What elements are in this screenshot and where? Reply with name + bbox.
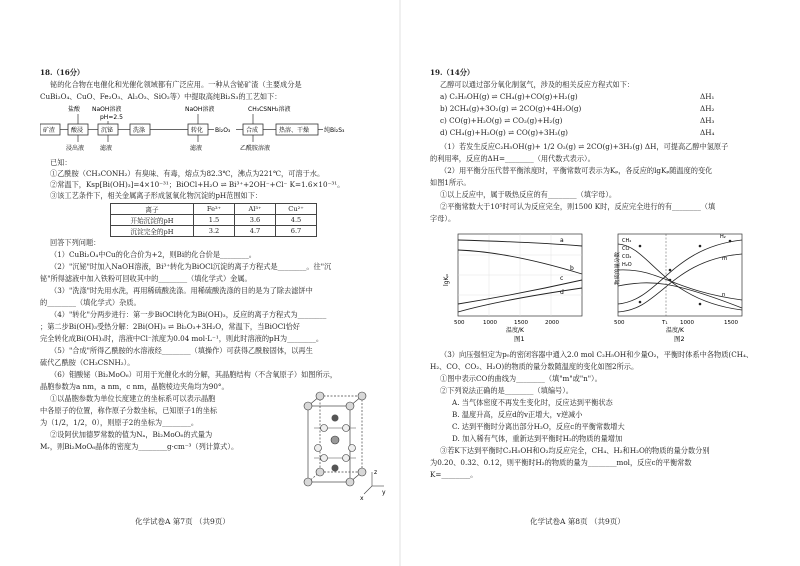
- q18-number: 18.（16分）: [40, 68, 85, 77]
- q19-part3g: K=________。: [430, 470, 478, 479]
- fig1-grid: [458, 234, 582, 316]
- ph-table-cell: 6.7: [276, 226, 317, 237]
- fig2-legend-h2: H₂: [720, 234, 726, 240]
- q18-part4b: ；第二步Bi(OH)₃受热分解：2Bi(OH)₃ ⇌ Bi₂O₃+3H₂O，常温下，当BiOCl恰好: [40, 322, 300, 331]
- fig2-xlabel: 温度/K: [666, 327, 684, 334]
- known-lead: 已知：: [50, 158, 72, 167]
- reaction-b-dh: ΔH₂: [700, 104, 715, 113]
- fig1-ylabel: lgKₚ: [443, 274, 450, 286]
- flow-box-wash-text: 洗涤: [133, 127, 146, 134]
- q19-part1b: 的利用率，反应的ΔH=________（用代数式表示）。: [430, 154, 595, 163]
- fig1-label-b: b: [570, 265, 574, 272]
- figure-1-lgkp-chart: [440, 230, 590, 342]
- q19-part3d: ②下列说法正确的是________（填编号）。: [440, 386, 573, 395]
- flow-box-convert-text: 转化: [191, 127, 204, 134]
- ph-table-header-cell: Al³⁺: [235, 204, 276, 215]
- ph-table-cell: 4.7: [235, 226, 276, 237]
- q19-part3a: （3）向压强恒定为p₀的密闭容器中通入2.0 mol C₂H₅OH和少量O₂，平衡时体系中各物质(CH₄、: [440, 350, 754, 359]
- fig2-legend-co: CO: [622, 246, 630, 252]
- fig1-label-d: d: [560, 289, 564, 296]
- answer-lead: 回答下列问题：: [50, 238, 101, 247]
- ph-table-cell: 沉淀完全的pH: [111, 226, 194, 237]
- q19-part1a: （1）若发生反应C₂H₅OH(g)+ 1/2 O₂(g) ⇌ 2CO(g)+3H₂(g) ΔH，可提高乙醇中氢原子: [440, 142, 729, 151]
- flow-label-hcl: 盐酸: [68, 106, 81, 113]
- ph-table-header-cell: Cu²⁺: [276, 204, 317, 215]
- q18-part1: （1）CuBi₂O₄中Cu的化合价为+2，则Bi的化合价是________。: [50, 250, 256, 259]
- axis-x: x: [360, 495, 364, 502]
- reaction-c-dh: ΔH₃: [700, 116, 715, 125]
- page-7-footer: 化学试卷A 第7页 （共9页）: [135, 517, 230, 526]
- q18-part3a: （3）"洗涤"时先用水洗，再用稀硫酸洗涤。用稀硫酸洗涤的目的是为了除去滤饼中: [50, 286, 313, 295]
- flow-box-ore-text: 矿渣: [43, 127, 56, 134]
- flow-label-filtrate-2: 滤液: [190, 145, 203, 152]
- fig2-curves: [618, 240, 742, 312]
- fig2-xtick: T₁: [662, 320, 668, 326]
- q18-intro-2: CuBi₂O₄、CuO、Fe₂O₃、Al₂O₃、SiO₂等）中提取高纯Bi₂S₃的工艺如下：: [40, 92, 282, 101]
- q19-option-b: B. 温度升高，反应d的v正增大，v逆减小: [452, 410, 583, 419]
- q19-intro: 乙醇可以通过部分氧化制氢气，涉及的相关反应方程式如下：: [440, 80, 635, 89]
- reaction-a-dh: ΔH₁: [700, 92, 715, 101]
- ph-table-cell: 1.5: [194, 215, 235, 226]
- flow-box-precipitate-text: 沉铋: [101, 127, 114, 134]
- fig2-ylabel: 物质的量分数: [615, 251, 621, 285]
- q18-part6g: Mᵣ，则Bi₂MoO₆晶体的密度为________g·cm⁻³（列计算式）。: [40, 442, 239, 451]
- q18-part6b: 晶胞参数为a nm，a nm，c nm，晶胞棱边夹角均为90°。: [40, 382, 229, 391]
- crystal-cell-diagram: [288, 388, 388, 506]
- flow-label-naoh-1: NaOH溶液: [92, 106, 122, 113]
- q18-part6d: 中各原子的位置，称作原子分数坐标，已知原子1的坐标: [40, 406, 218, 415]
- page-8-footer: 化学试卷A 第8页 （共9页）: [530, 517, 625, 526]
- fig1-xtick: 500: [454, 320, 465, 326]
- q19-part2e: 字母）。: [430, 214, 456, 223]
- ph-table-cell: 开始沉淀的pH: [111, 215, 194, 226]
- flow-box-synthesis-text: 合成: [246, 127, 259, 134]
- fig2-legend-co2: CO₂: [622, 254, 632, 260]
- ph-table-header-cell: Fe³⁺: [194, 204, 235, 215]
- q19-part3e: ③若K下达到平衡时C₂H₅OH和O₂均反应完全，CH₄、H₂和H₂O的物质的量分数分别: [440, 446, 710, 455]
- flow-product-text: 纯Bi₂S₃: [324, 127, 345, 134]
- q18-intro-1: 铋的化合物在电催化和光催化领域都有广泛应用。一种从含铋矿渣（主要成分是: [50, 80, 302, 89]
- fig2-xtick: 1500: [724, 320, 738, 326]
- q18-part5b: 硫代乙酰胺（CH₃CSNH₂）。: [40, 358, 135, 367]
- q18-part6f: ②设阿伏加德罗常数的值为Nₐ，Bi₂MoO₆的式量为: [50, 430, 213, 439]
- q19-option-c: C. 达到平衡时分离出部分H₂O，反应c的平衡常数增大: [452, 422, 625, 431]
- ph-table-cell: 3.2: [194, 226, 235, 237]
- reaction-d-dh: ΔH₄: [700, 128, 715, 137]
- flow-bi2o3-text: Bi₂O₃: [215, 127, 231, 134]
- known-2: ②常温下，Ksp[Bi(OH)₃]=4×10⁻³¹；BiOCl+H₂O ⇌ Bi³⁺+2OH⁻+Cl⁻ K=1.6×10⁻³¹。: [50, 180, 345, 189]
- q18-part5a: （5）"合成"所得乙酰胺的水溶液经________（填操作）可获得乙酰胺固体，以再生: [50, 346, 313, 355]
- fig2-marker-m: m: [722, 256, 728, 262]
- fig1-label-a: a: [560, 237, 564, 244]
- q18-part4c: 完全转化成Bi(OH)₃时，溶液中Cl⁻浓度为0.04 mol·L⁻¹，则此时溶液的pH为________。: [40, 334, 324, 343]
- q19-option-a: A. 当气体密度不再发生变化时，反应达到平衡状态: [452, 398, 613, 407]
- fig2-xtick: 500: [614, 320, 625, 326]
- fig2-frame: [618, 234, 742, 316]
- flow-label-filtrate-1: 滤液: [100, 145, 113, 152]
- flow-label-naoh-2: NaOH溶液: [185, 106, 215, 113]
- flow-label-leachate: 浸出液: [66, 145, 85, 152]
- reaction-d: d) CH₄(g)+H₂O(g) ⇌ CO(g)+3H₂(g): [440, 128, 568, 137]
- q18-part4a: （4）"转化"分两步进行：第一步BiOCl转化为Bi(OH)₃，反应的离子方程式为________: [50, 310, 327, 319]
- flow-box-dry-text: 热溶、干燥: [279, 127, 310, 134]
- ph-table-header-cell: 离子: [111, 204, 194, 215]
- fig1-caption: 图1: [514, 335, 525, 342]
- figure-2-mole-fraction-chart: [600, 230, 750, 342]
- q18-part3b: 的________（填化学式）杂质。: [40, 298, 141, 307]
- fig1-xtick: 2000: [545, 320, 559, 326]
- reaction-a: a) C₂H₅OH(g) ⇌ CH₄(g)+CO(g)+H₂(g): [440, 92, 578, 101]
- ph-table: [110, 203, 317, 237]
- flow-label-acetamide: 乙酰胺溶液: [240, 145, 271, 152]
- q19-part3b: H₂、CO、CO₂、H₂O)的物质的量分数随温度的变化如图2所示。: [430, 362, 639, 371]
- fig2-curve-ch4: [618, 244, 742, 310]
- ph-table-cell: 3.6: [235, 215, 276, 226]
- flow-box-acid-leach-text: 酸浸: [71, 127, 84, 134]
- fig2-xtick: 1000: [680, 320, 694, 326]
- fig1-xtick: 1500: [514, 320, 528, 326]
- ph-table-row: [111, 226, 317, 237]
- q18-part6c: ①以晶胞参数为单位长度建立的坐标系可以表示晶胞: [50, 394, 216, 403]
- q19-part3c: ①图中表示CO的曲线为________（填"m"或"n"）。: [440, 374, 602, 383]
- q19-option-d: D. 加入稀有气体，重新达到平衡时H₂的物质的量增加: [452, 434, 623, 443]
- axis-z: z: [374, 469, 378, 476]
- page-8: [400, 0, 800, 566]
- q19-part2d: ②平衡常数大于10⁵时可认为反应完全，则1500 K时，反应完全进行的有________（填: [440, 202, 716, 211]
- process-flowchart: [40, 104, 380, 154]
- reaction-c: c) CO(g)+H₂O(g) ⇌ CO₂(g)+H₂(g): [440, 116, 563, 125]
- fig2-caption: 图2: [674, 335, 685, 342]
- reaction-b: b) 2CH₄(g)+3O₂(g) ⇌ 2CO(g)+4H₂O(g): [440, 104, 582, 113]
- ph-table-cell: 4.5: [276, 215, 317, 226]
- fig1-xlabel: 温度/K: [506, 327, 524, 334]
- fig2-legend-h2o: H₂O: [622, 262, 632, 268]
- ph-table-row: [111, 215, 317, 226]
- fig1-label-c: c: [560, 275, 564, 282]
- q18-part6e: 为（1/2，1/2，0），则原子2的坐标为________。: [40, 418, 199, 427]
- ph-table-header: [111, 204, 317, 215]
- q19-part2b: 如图1所示。: [430, 178, 471, 187]
- q18-part2a: （2）"沉铋"时加入NaOH溶液，Bi³⁺转化为BiOCl沉淀的离子方程式是________。往"沉: [50, 262, 332, 271]
- flow-label-thioacetamide: CH₃CSNH₂溶液: [248, 106, 291, 113]
- flow-label-ph: pH=2.5: [100, 114, 123, 121]
- q19-part3f: 为0.20、0.32、0.12，则平衡时H₂的物质的量为________mol，反应c的平衡常数: [430, 458, 692, 467]
- q19-part2c: ①以上反应中，属于吸热反应的有________（填字母）。: [440, 190, 617, 199]
- axis-y: y: [382, 489, 386, 496]
- fig2-marker-n: n: [722, 292, 726, 298]
- fig2-legend-ch4: CH₄: [622, 238, 632, 244]
- q18-part6a: （6）钼酸铋（Bi₂MoO₆）可用于光催化水的分解，其晶胞结构（不含氧原子）如图所示，: [50, 370, 338, 379]
- q19-part2a: （2）用平衡分压代替平衡浓度时，平衡常数可表示为Kₚ，各反应的lgKₚ随温度的变化: [440, 166, 713, 175]
- flow-boxes: [40, 124, 345, 135]
- known-3: ③该工艺条件下，相关金属离子形成氢氧化物沉淀的pH范围如下：: [50, 191, 263, 200]
- known-1: ①乙酰胺（CH₃CONH₂）有臭味、有毒，熔点为82.3℃，沸点为221℃，可溶于水。: [50, 169, 325, 178]
- fig1-xtick: 1000: [483, 320, 497, 326]
- q18-part2b: 铋"所得滤液中加入铁粉可回收其中的________（填化学式）金属。: [40, 274, 252, 283]
- q19-number: 19.（14分）: [430, 68, 475, 77]
